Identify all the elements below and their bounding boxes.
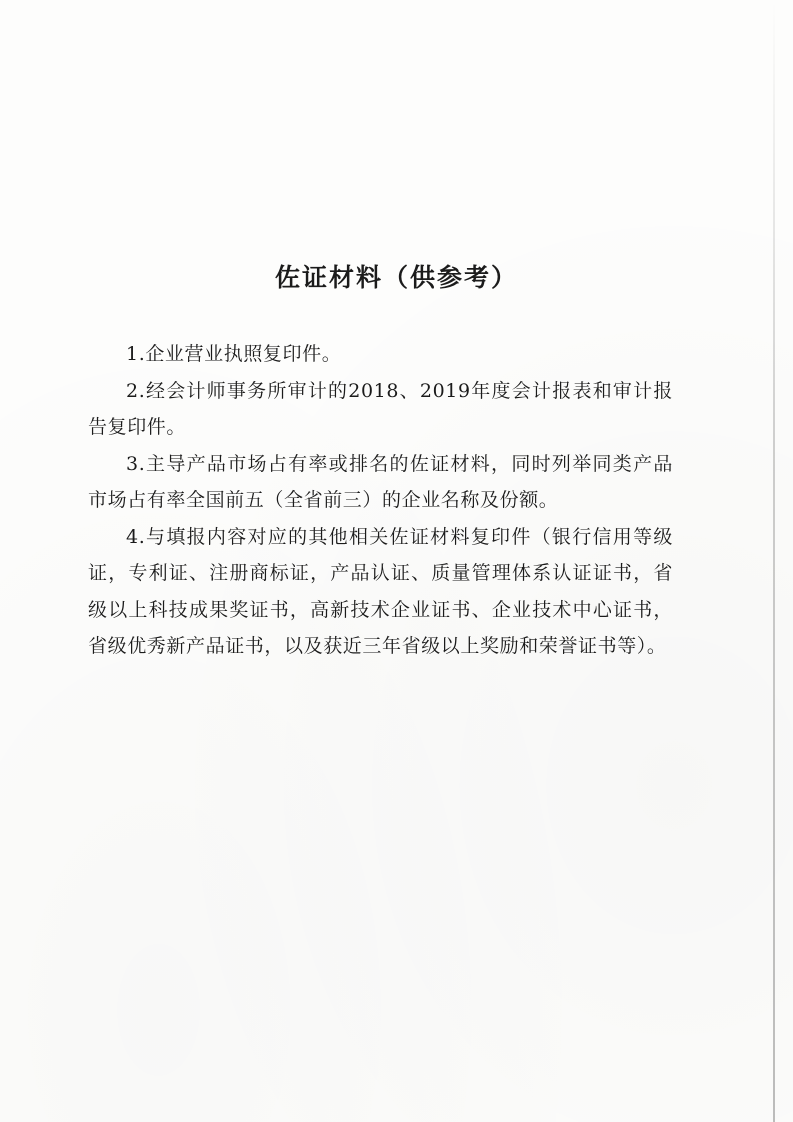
page-title: 佐证材料（供参考） (274, 263, 518, 292)
list-item-3: 3.主导产品市场占有率或排名的佐证材料，同时列举同类产品市场占有率全国前五（全省前三）的企业名称及份额。 (88, 452, 673, 511)
scan-page-edge (773, 0, 775, 1122)
list-item-1: 1.企业营业执照复印件。 (126, 343, 342, 365)
list-item-2: 2.经会计师事务所审计的2018、2019年度会计报表和审计报告复印件。 (88, 379, 673, 438)
list-item-4: 4.与填报内容对应的其他相关佐证材料复印件（银行信用等级证，专利证、注册商标证，产品认证、质量管理体系认证证书，省级以上科技成果奖证书，高新技术企业证书、企业技术中心证书，省级优秀新产品证书，以及获近三年省级以上奖励和荣誉证书等）。 (88, 525, 673, 657)
item-list (88, 336, 673, 665)
